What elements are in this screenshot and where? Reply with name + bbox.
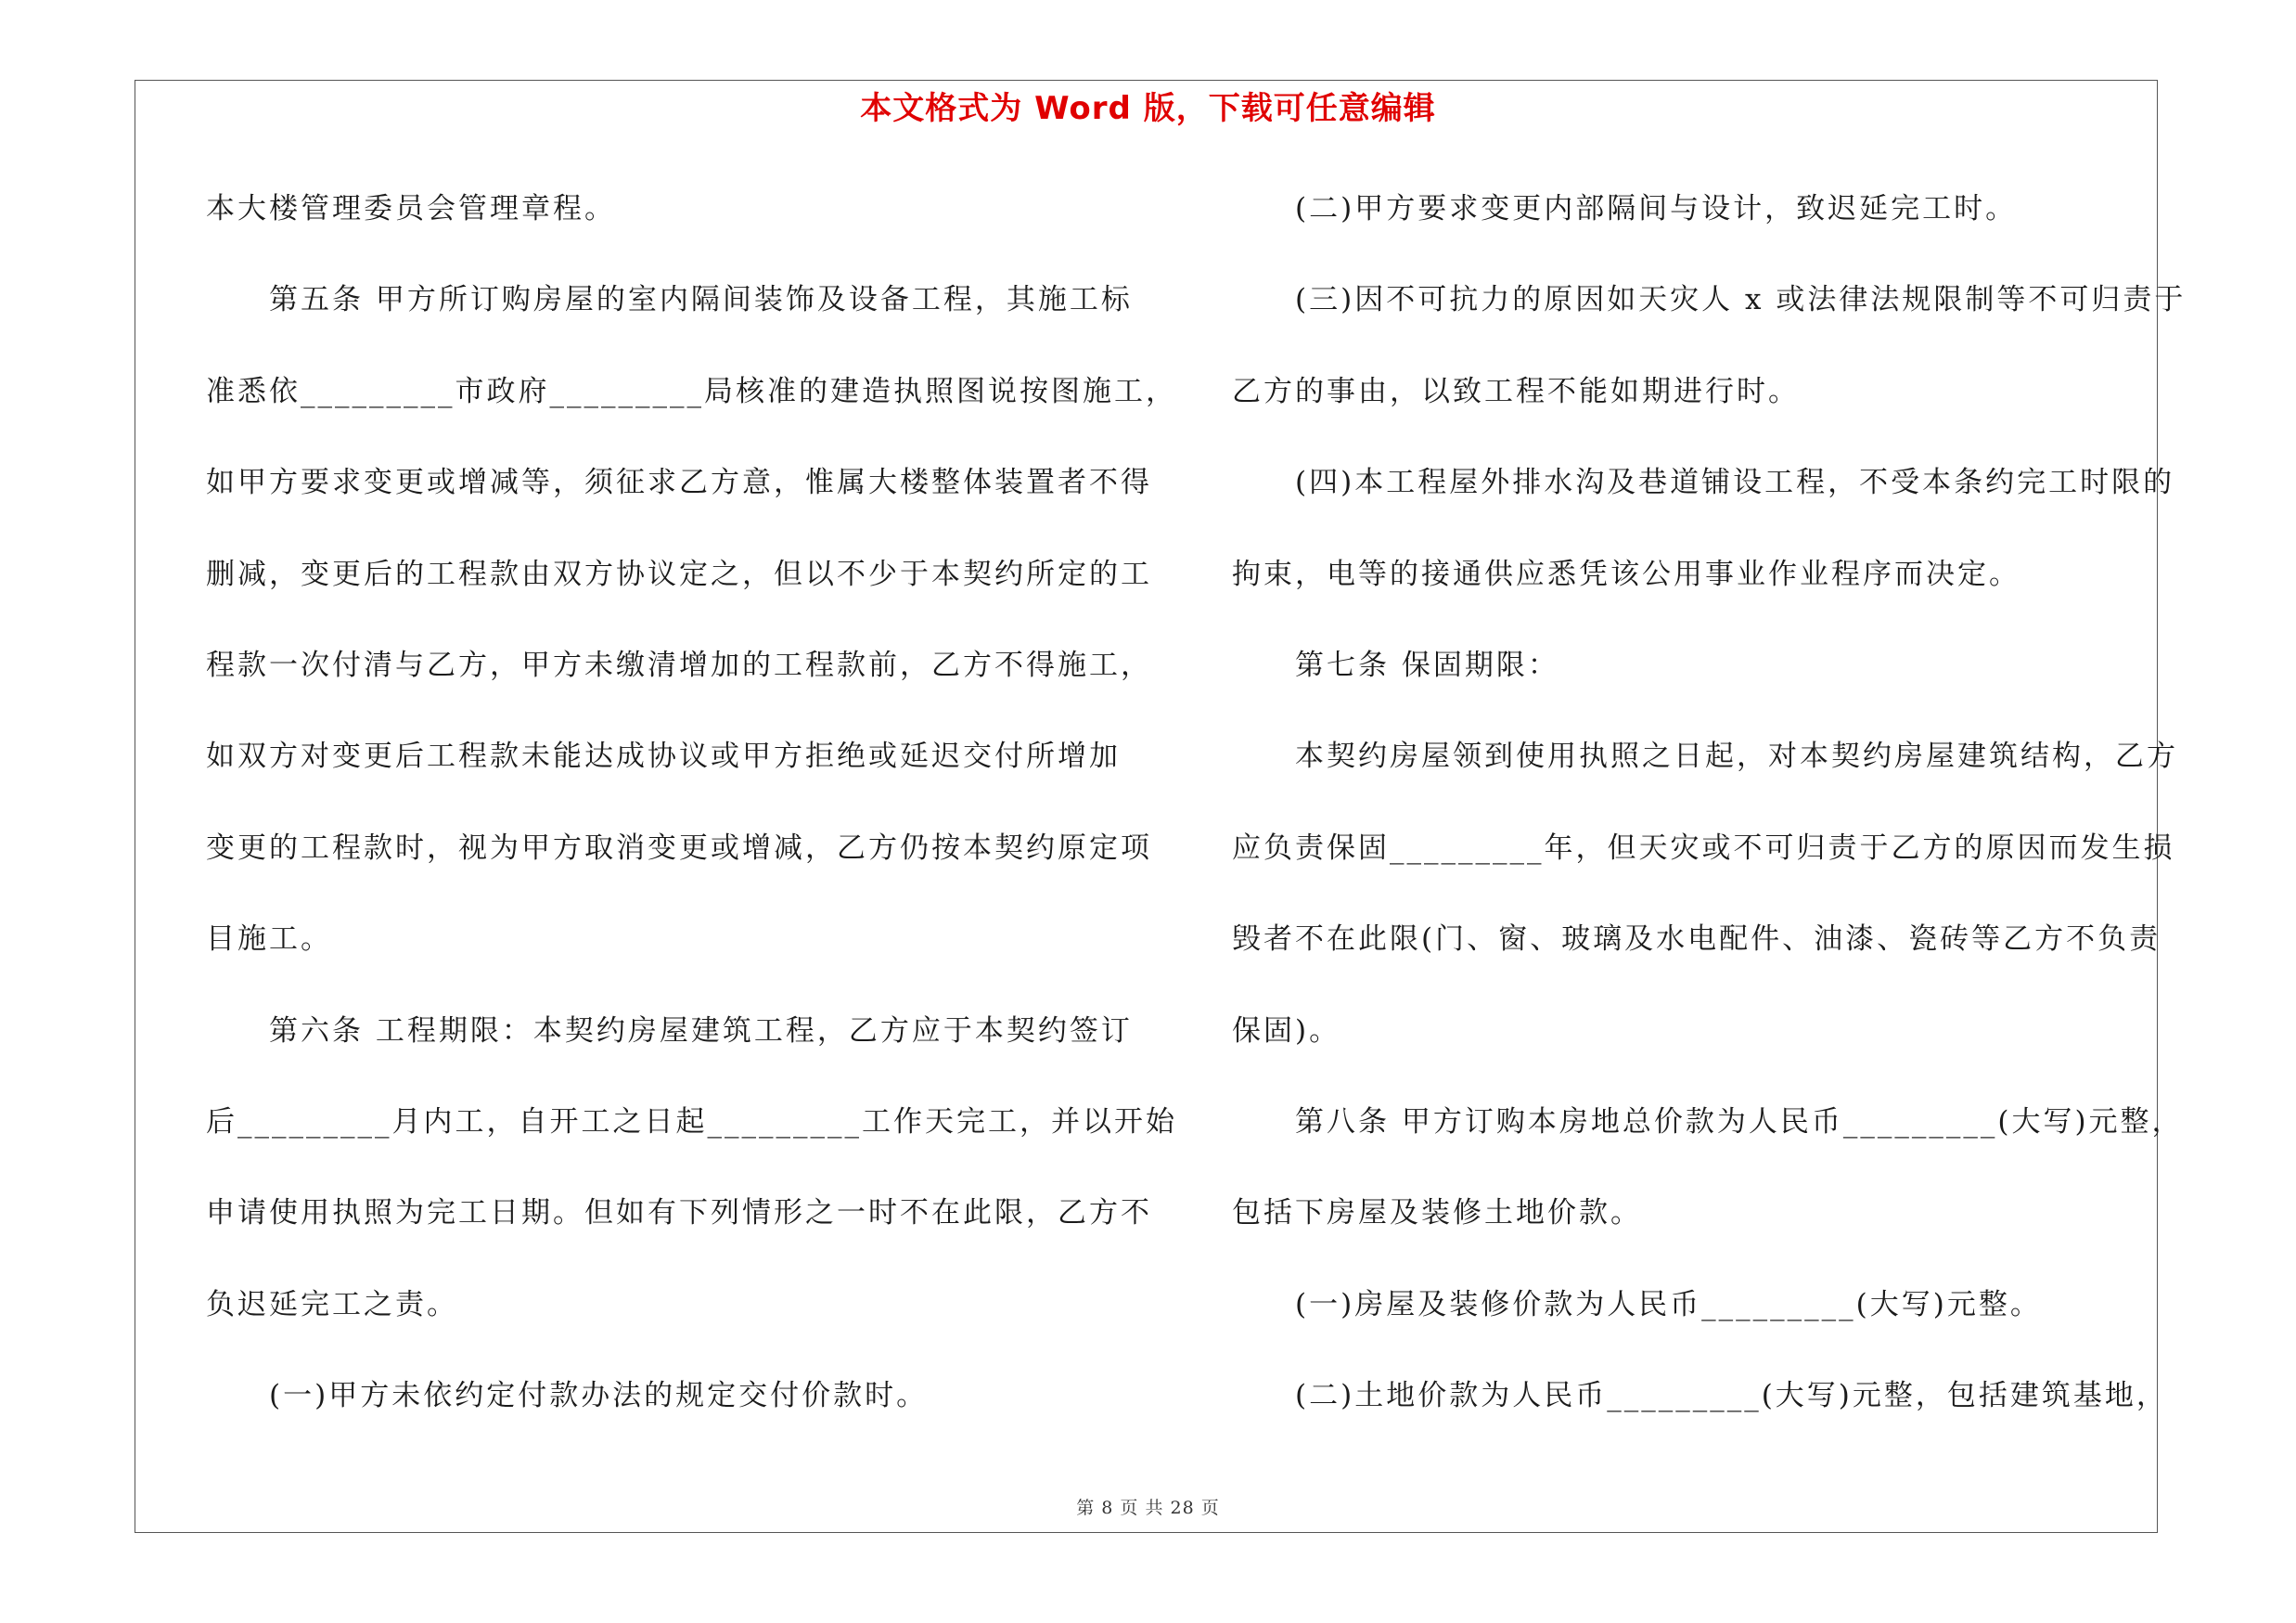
text-line: (二)甲方要求变更内部隔间与设计，致迟延完工时。: [1295, 192, 2018, 225]
text-line: (一)甲方未依约定付款办法的规定交付价款时。: [269, 1379, 929, 1413]
text-line: 第七条 保固期限：: [1295, 648, 1559, 682]
text-line: (四)本工程屋外排水沟及巷道铺设工程，不受本条约完工时限的: [1295, 466, 2175, 500]
text-line: (一)房屋及装修价款为人民币_________(大写)元整。: [1295, 1287, 2042, 1321]
text-line: 第五条 甲方所订购房屋的室内隔间装饰及设备工程，其施工标: [269, 283, 1133, 317]
text-line: 拘束，电等的接通供应悉凭该公用事业作业程序而决定。: [1232, 557, 2020, 591]
text-line: 目施工。: [206, 922, 332, 957]
text-line: 如双方对变更后工程款未能达成协议或甲方拒绝或延迟交付所增加: [206, 740, 1121, 774]
text-line: 第六条 工程期限：本契约房屋建筑工程，乙方应于本契约签订: [269, 1013, 1133, 1048]
text-line: 毁者不在此限(门、窗、玻璃及水电配件、油漆、瓷砖等乙方不负责: [1232, 922, 2161, 957]
text-line: 乙方的事由，以致工程不能如期进行时。: [1232, 374, 1800, 408]
text-line: 如甲方要求变更或增减等，须征求乙方意，惟属大楼整体装置者不得: [206, 466, 1152, 500]
text-line: 后_________月内工，自开工之日起_________工作天完工，并以开始: [206, 1104, 1177, 1139]
text-line: 准悉依_________市政府_________局核准的建造执照图说按图施工，: [206, 374, 1177, 408]
text-line: 程款一次付清与乙方，甲方未缴清增加的工程款前，乙方不得施工，: [206, 648, 1152, 682]
page-number-footer: 第 8 页 共 28 页: [1076, 1498, 1220, 1518]
text-line: 第八条 甲方订购本房地总价款为人民币_________(大写)元整，: [1295, 1104, 2184, 1139]
text-line: 变更的工程款时，视为甲方取消变更或增减，乙方仍按本契约原定项: [206, 831, 1152, 865]
right-text-column: [1232, 182, 2187, 1460]
text-line: 包括下房屋及装修土地价款。: [1232, 1196, 1642, 1230]
text-line: 本契约房屋领到使用执照之日起，对本契约房屋建筑结构，乙方: [1295, 740, 2178, 774]
text-line: (二)土地价款为人民币_________(大写)元整，包括建筑基地，: [1295, 1379, 2168, 1413]
text-line: (三)因不可抗力的原因如天灾人 x 或法律法规限制等不可归责于: [1295, 283, 2187, 317]
text-line: 本大楼管理委员会管理章程。: [206, 192, 616, 225]
text-line: 应负责保固_________年，但天灾或不可归责于乙方的原因而发生损: [1232, 831, 2175, 865]
format-banner: 本文格式为 Word 版，下载可任意编辑: [860, 90, 1436, 127]
text-line: 保固)。: [1232, 1013, 1341, 1048]
left-text-column: [206, 182, 1177, 1460]
text-line: 申请使用执照为完工日期。但如有下列情形之一时不在此限，乙方不: [206, 1196, 1152, 1230]
text-line: 删减，变更后的工程款由双方协议定之，但以不少于本契约所定的工: [206, 557, 1152, 591]
text-line: 负迟延完工之责。: [206, 1287, 458, 1321]
